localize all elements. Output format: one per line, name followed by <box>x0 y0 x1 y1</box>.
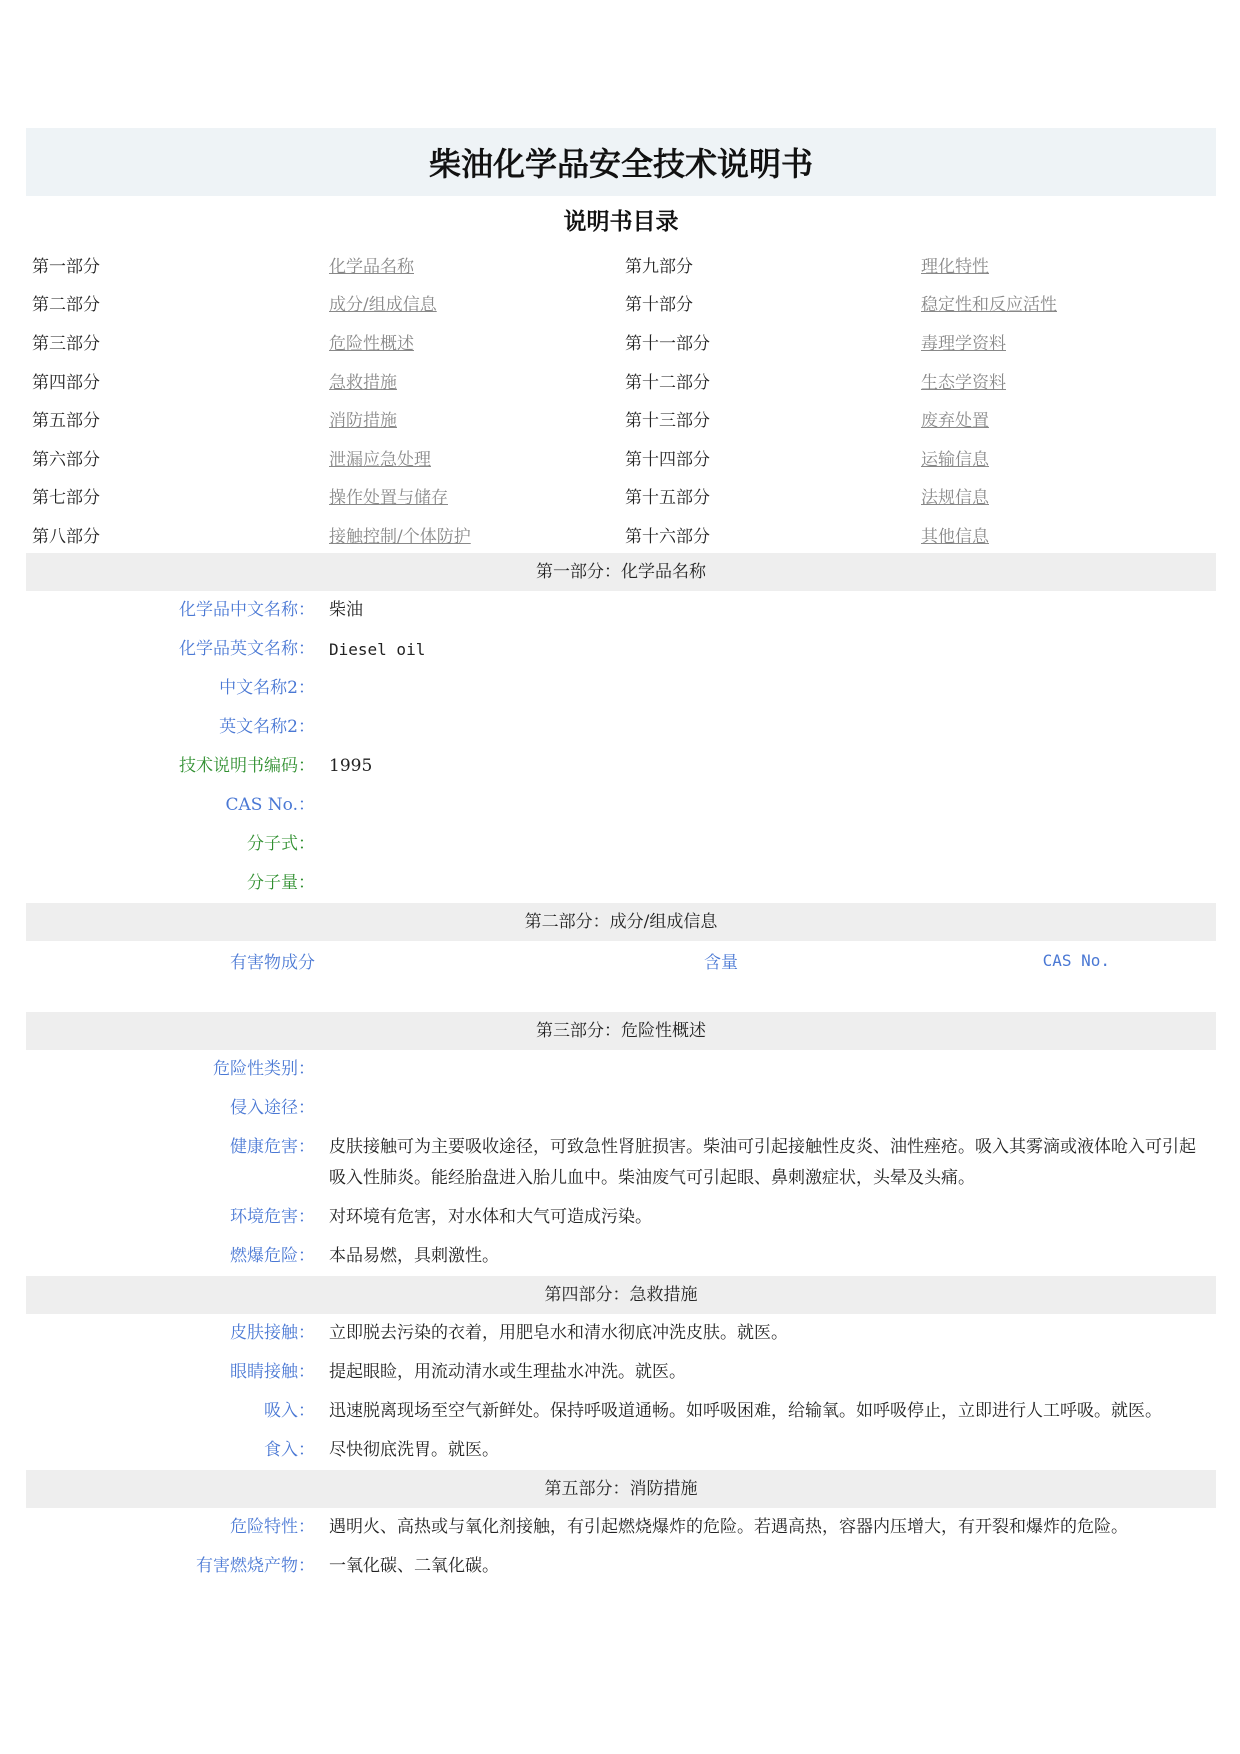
field-label: 有害燃烧产物： <box>196 1556 315 1576</box>
toc-part: 第三部分 <box>32 333 100 354</box>
field-label: 食入： <box>264 1440 315 1460</box>
field-row <box>26 630 1216 669</box>
section-header-1: 第一部分：化学品名称 <box>26 553 1216 591</box>
table-of-contents <box>26 245 1216 554</box>
toc-part: 第十二部分 <box>625 372 710 393</box>
toc-link[interactable]: 稳定性和反应活性 <box>921 295 1057 316</box>
field-value: 皮肤接触可为主要吸收途径，可致急性肾脏损害。柴油可引起接触性皮炎、油性痤疮。吸入其雾滴或液体呛入可引起吸入性肺炎。能经胎盘进入胎儿血中。柴油废气可引起眼、鼻刺激症状，头晕及头痛。 <box>329 1137 1196 1188</box>
field-label: 危险特性： <box>230 1517 315 1537</box>
toc-part: 第四部分 <box>32 372 100 393</box>
toc-row <box>26 361 1216 400</box>
field-row <box>26 1353 1216 1392</box>
toc-row <box>26 477 1216 516</box>
field-value: 柴油 <box>329 600 363 620</box>
field-label: 化学品英文名称： <box>179 639 315 659</box>
field-value: 一氧化碳、二氧化碳。 <box>329 1556 499 1576</box>
toc-part: 第一部分 <box>32 256 100 277</box>
field-label: 分子量： <box>247 873 315 893</box>
field-value <box>315 829 1216 860</box>
field-value <box>315 790 1216 821</box>
column-header-cas: CAS No. <box>1042 951 1110 970</box>
toc-link[interactable]: 化学品名称 <box>329 256 414 277</box>
field-label: 燃爆危险： <box>230 1246 315 1266</box>
toc-link[interactable]: 理化特性 <box>921 256 989 277</box>
field-value: 提起眼睑，用流动清水或生理盐水冲洗。就医。 <box>329 1362 686 1382</box>
toc-part: 第六部分 <box>32 449 100 470</box>
toc-part: 第十四部分 <box>625 449 710 470</box>
field-row <box>26 1089 1216 1128</box>
toc-row <box>26 399 1216 438</box>
field-value: 尽快彻底洗胃。就医。 <box>329 1440 499 1460</box>
field-row <box>26 708 1216 747</box>
document-body <box>26 553 1216 1586</box>
section-header-2: 第二部分：成分/组成信息 <box>26 903 1216 941</box>
document-title: 柴油化学品安全技术说明书 <box>428 145 813 183</box>
field-row <box>26 786 1216 825</box>
toc-part: 第十部分 <box>625 295 693 316</box>
toc-link[interactable]: 危险性概述 <box>329 333 414 354</box>
field-label: 中文名称2： <box>219 678 315 698</box>
field-value: Diesel oil <box>329 640 426 659</box>
toc-link[interactable]: 运输信息 <box>921 449 989 470</box>
field-label: 英文名称2： <box>219 717 315 737</box>
field-value: 遇明火、高热或与氧化剂接触，有引起燃烧爆炸的危险。若遇高热，容器内压增大，有开裂和爆炸的危险。 <box>329 1517 1128 1537</box>
toc-link[interactable]: 成分/组成信息 <box>329 295 437 316</box>
field-label: 健康危害： <box>230 1137 315 1157</box>
field-row <box>26 1128 1216 1198</box>
toc-part: 第五部分 <box>32 411 100 432</box>
toc-link[interactable]: 接触控制/个体防护 <box>329 526 471 547</box>
field-value <box>315 712 1216 743</box>
toc-link[interactable]: 生态学资料 <box>921 372 1006 393</box>
column-header-content: 含量 <box>704 953 738 973</box>
section-header-5: 第五部分：消防措施 <box>26 1470 1216 1508</box>
toc-part: 第十三部分 <box>625 411 710 432</box>
field-value <box>315 1054 1216 1085</box>
field-label: 化学品中文名称： <box>179 600 315 620</box>
field-row <box>26 591 1216 630</box>
field-row <box>26 669 1216 708</box>
field-label: 技术说明书编码： <box>179 756 315 776</box>
title-bar <box>26 128 1216 196</box>
toc-link[interactable]: 急救措施 <box>329 372 397 393</box>
toc-link[interactable]: 毒理学资料 <box>921 333 1006 354</box>
toc-part: 第二部分 <box>32 295 100 316</box>
toc-part: 第十一部分 <box>625 333 710 354</box>
column-header-component: 有害物成分 <box>230 953 315 973</box>
field-label: 皮肤接触： <box>230 1323 315 1343</box>
toc-row <box>26 322 1216 361</box>
field-row <box>26 1314 1216 1353</box>
field-label: 环境危害： <box>230 1207 315 1227</box>
field-label: 分子式： <box>247 834 315 854</box>
field-value: 迅速脱离现场至空气新鲜处。保持呼吸道通畅。如呼吸困难，给输氧。如呼吸停止，立即进行人工呼吸。就医。 <box>329 1401 1162 1421</box>
toc-part: 第八部分 <box>32 526 100 547</box>
toc-link[interactable]: 消防措施 <box>329 411 397 432</box>
toc-part: 第十六部分 <box>625 526 710 547</box>
field-row <box>26 747 1216 786</box>
toc-part: 第十五部分 <box>625 488 710 509</box>
toc-heading: 说明书目录 <box>563 209 679 235</box>
toc-link[interactable]: 法规信息 <box>921 488 989 509</box>
field-label: 吸入： <box>264 1401 315 1421</box>
composition-header-row <box>26 941 1216 980</box>
field-value: 本品易燃，具刺激性。 <box>329 1246 499 1266</box>
field-row <box>26 864 1216 903</box>
toc-link[interactable]: 其他信息 <box>921 526 989 547</box>
toc-part: 第七部分 <box>32 488 100 509</box>
field-value: 1995 <box>329 756 373 776</box>
field-label: 危险性类别： <box>213 1059 315 1079</box>
toc-part: 第九部分 <box>625 256 693 277</box>
section-header-4: 第四部分：急救措施 <box>26 1276 1216 1314</box>
toc-link[interactable]: 操作处置与储存 <box>329 488 448 509</box>
toc-row <box>26 245 1216 284</box>
field-value <box>315 1093 1216 1124</box>
field-label: CAS No.： <box>225 795 315 815</box>
field-row <box>26 1508 1216 1547</box>
toc-row <box>26 515 1216 554</box>
field-value: 对环境有危害，对水体和大气可造成污染。 <box>329 1207 652 1227</box>
section-header-3: 第三部分：危险性概述 <box>26 1012 1216 1050</box>
field-value <box>315 868 1216 899</box>
field-row <box>26 1050 1216 1089</box>
field-row <box>26 1547 1216 1586</box>
toc-link[interactable]: 废弃处置 <box>921 411 989 432</box>
field-row <box>26 1237 1216 1276</box>
toc-row <box>26 284 1216 323</box>
field-label: 侵入途径： <box>230 1098 315 1118</box>
field-row <box>26 825 1216 864</box>
field-row <box>26 1392 1216 1431</box>
toc-row <box>26 438 1216 477</box>
field-row <box>26 1431 1216 1470</box>
toc-link[interactable]: 泄漏应急处理 <box>329 449 431 470</box>
field-value: 立即脱去污染的衣着，用肥皂水和清水彻底冲洗皮肤。就医。 <box>329 1323 788 1343</box>
field-label: 眼睛接触： <box>230 1362 315 1382</box>
field-value <box>315 673 1216 704</box>
spacer <box>26 980 1216 1012</box>
field-row <box>26 1198 1216 1237</box>
